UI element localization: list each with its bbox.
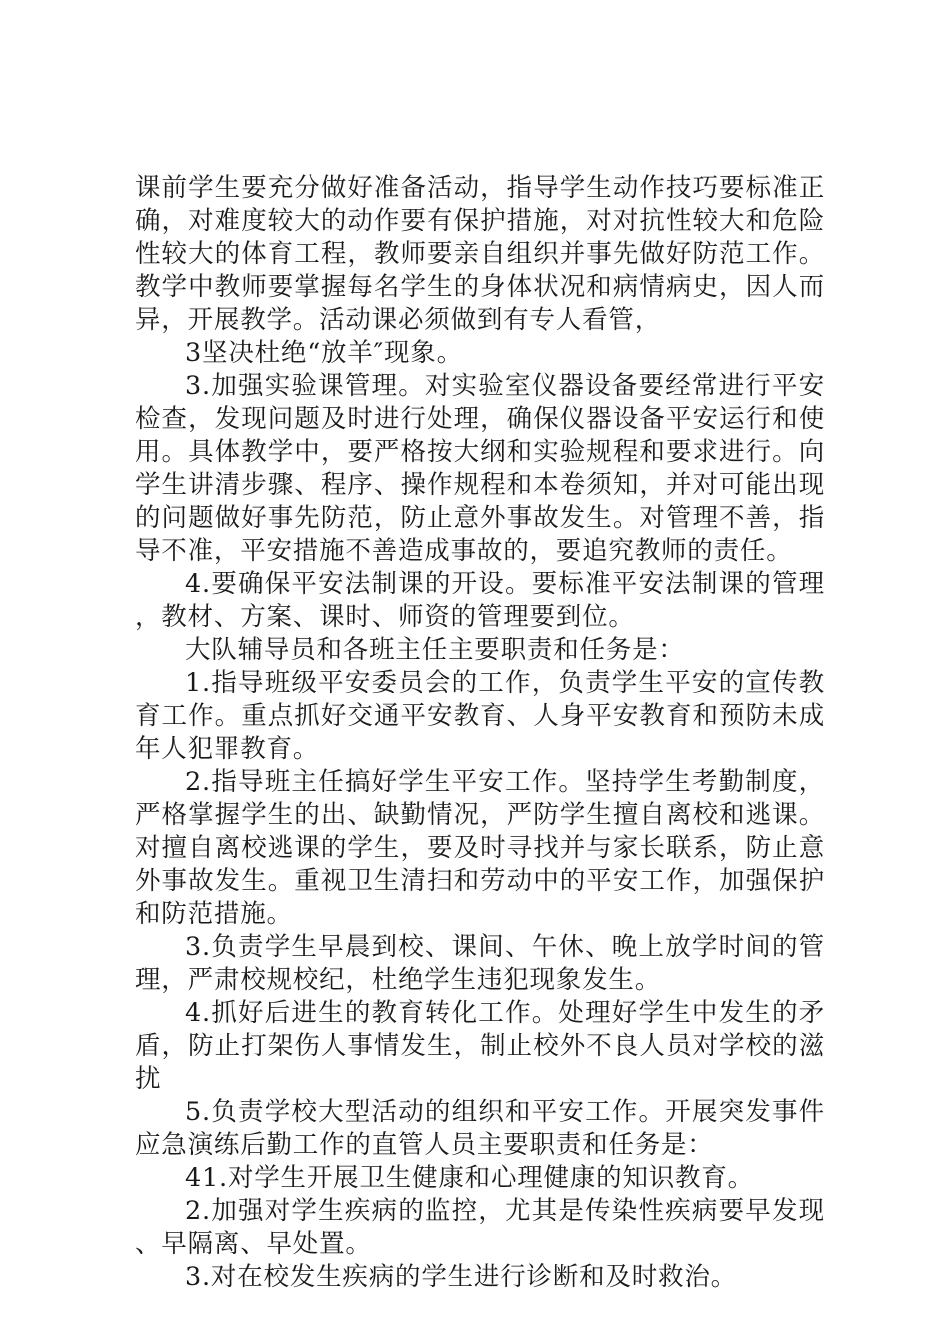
paragraph-6: 1.指导班级平安委员会的工作，负责学生平安的宣传教育工作。重点抓好交通平安教育、人身平安教育和预防未成年人犯罪教育。 <box>135 668 825 764</box>
paragraph-3: 3.加强实验课管理。对实验室仪器设备要经常进行平安检查，发现问题及时进行处理，确保仪器设备平安运行和使用。具体教学中，要严格按大纲和实验规程和要求进行。向学生讲清步骤、程序、操作规程和本卷须知，并对可能出现的问题做好事先防范，防止意外事故发生。对管理不善，指导不准，平安措施不善造成事故的，要追究教师的责任。 <box>135 371 825 566</box>
paragraph-9: 4.抓好后进生的教育转化工作。处理好学生中发生的矛盾，防止打架伤人事情发生，制止校外不良人员对学校的滋扰 <box>135 998 825 1094</box>
paragraph-4: 4.要确保平安法制课的开设。要标准平安法制课的管理，教材、方案、课时、师资的管理要到位。 <box>135 569 825 632</box>
document-body <box>135 172 825 1294</box>
paragraph-2: 3坚决杜绝“放羊″现象。 <box>185 338 463 368</box>
paragraph-8: 3.负责学生早晨到校、课间、午休、晚上放学时间的管理，严肃校规校纪，杜绝学生违犯现象发生。 <box>135 932 825 995</box>
paragraph-11: 41.对学生开展卫生健康和心理健康的知识教育。 <box>185 1163 754 1193</box>
paragraph-5: 大队辅导员和各班主任主要职责和任务是： <box>185 635 685 665</box>
paragraph-12: 2.加强对学生疾病的监控，尤其是传染性疾病要早发现、早隔离、早处置。 <box>135 1196 825 1259</box>
paragraph-7: 2.指导班主任搞好学生平安工作。坚持学生考勤制度，严格掌握学生的出、缺勤情况，严防学生擅自离校和逃课。对擅自离校逃课的学生，要及时寻找并与家长联系，防止意外事故发生。重视卫生清扫和劳动中的平安工作，加强保护和防范措施。 <box>135 767 825 929</box>
paragraph-13: 3.对在校发生疾病的学生进行诊断和及时救治。 <box>185 1262 737 1292</box>
paragraph-1: 课前学生要充分做好准备活动，指导学生动作技巧要标准正确，对难度较大的动作要有保护措施，对对抗性较大和危险性较大的体育工程，教师要亲自组织并事先做好防范工作。教学中教师要掌握每名学生的身体状况和病情病史，因人而异，开展教学。活动课必须做到有专人看管， <box>135 173 825 335</box>
paragraph-10: 5.负责学校大型活动的组织和平安工作。开展突发事件应急演练后勤工作的直管人员主要职责和任务是： <box>135 1097 825 1160</box>
